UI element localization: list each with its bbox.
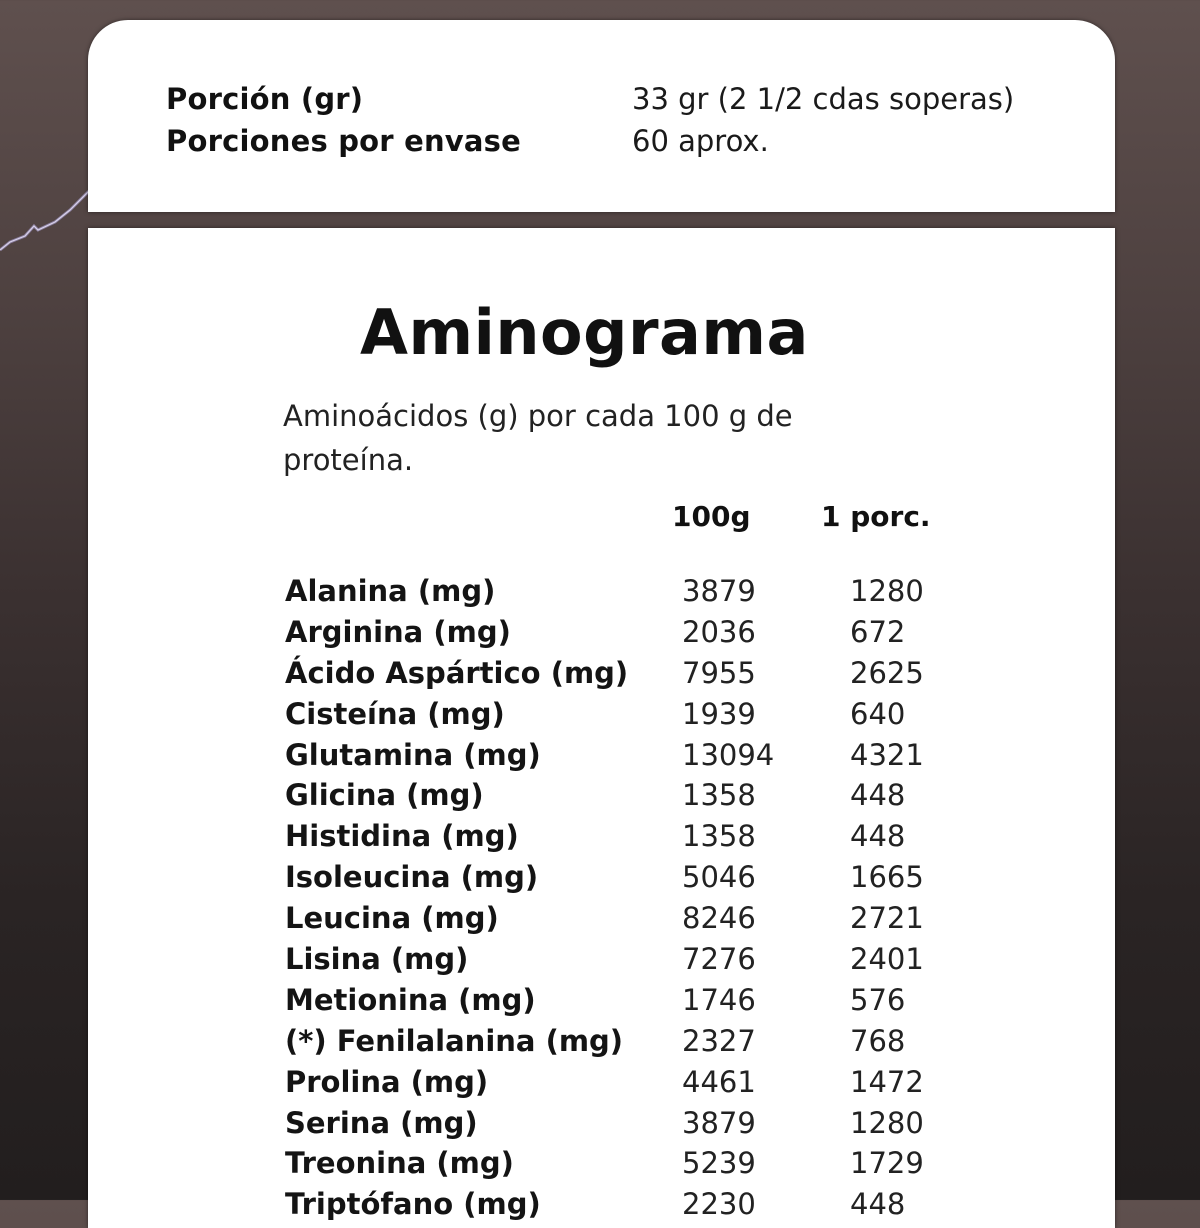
value-portion: 1280	[850, 1105, 924, 1140]
value-portion: 1729	[850, 1146, 924, 1181]
value-100g: 1358	[682, 778, 756, 813]
aminogram-card	[88, 228, 1115, 1228]
value-portion: 2625	[850, 655, 924, 690]
value-100g: 7955	[682, 655, 756, 690]
value-portion: 2721	[850, 901, 924, 936]
amino-acid-name: Triptófano (mg)	[285, 1187, 541, 1222]
value-portion: 448	[850, 778, 906, 813]
amino-acid-name: Glicina (mg)	[285, 778, 484, 813]
amino-acid-name: Leucina (mg)	[285, 901, 499, 936]
amino-acid-name: Prolina (mg)	[285, 1064, 489, 1099]
value-portion: 672	[850, 614, 906, 649]
serving-size-value: 33 gr (2 1/2 cdas soperas)	[632, 82, 1015, 116]
serving-size-row	[166, 78, 1015, 120]
amino-acid-name: Serina (mg)	[285, 1105, 478, 1140]
value-100g: 7276	[682, 942, 756, 977]
value-100g: 5239	[682, 1146, 756, 1181]
amino-acid-name: (*) Fenilalanina (mg)	[285, 1023, 624, 1058]
value-100g: 1358	[682, 819, 756, 854]
value-100g: 2036	[682, 614, 756, 649]
amino-acid-name: Treonina (mg)	[285, 1146, 514, 1181]
value-portion: 2401	[850, 942, 924, 977]
amino-acid-name: Histidina (mg)	[285, 819, 519, 854]
serving-size-label: Porción (gr)	[166, 82, 364, 116]
amino-acid-name: Metionina (mg)	[285, 982, 536, 1017]
value-100g: 2327	[682, 1023, 756, 1058]
value-portion: 1665	[850, 860, 924, 895]
value-portion: 768	[850, 1023, 906, 1058]
value-portion: 640	[850, 696, 906, 731]
servings-per-container-row	[166, 120, 769, 162]
value-portion: 4321	[850, 737, 924, 772]
value-100g: 3879	[682, 574, 756, 608]
servings-per-container-label: Porciones por envase	[166, 124, 522, 158]
amino-acid-name: Cisteína (mg)	[285, 696, 505, 731]
value-100g: 1939	[682, 696, 756, 731]
column-header-100g: 100g	[672, 500, 751, 533]
amino-acid-name: Ácido Aspártico (mg)	[285, 655, 629, 690]
value-100g: 8246	[682, 901, 756, 936]
value-100g: 5046	[682, 860, 756, 895]
serving-info-card	[88, 20, 1115, 212]
value-100g: 2230	[682, 1187, 756, 1222]
value-portion: 1280	[850, 574, 924, 608]
value-portion: 448	[850, 819, 906, 854]
amino-acid-name: Glutamina (mg)	[285, 737, 541, 772]
aminogram-title: Aminograma	[360, 296, 809, 369]
servings-per-container-value: 60 aprox.	[632, 124, 769, 158]
amino-acid-name: Lisina (mg)	[285, 942, 469, 977]
value-portion: 1472	[850, 1064, 924, 1099]
aminogram-subtitle: Aminoácidos (g) por cada 100 g de proteína.	[283, 399, 793, 477]
lightning-decoration	[0, 190, 90, 260]
value-100g: 4461	[682, 1064, 756, 1099]
value-100g: 3879	[682, 1105, 756, 1140]
column-header-portion: 1 porc.	[821, 500, 931, 533]
amino-acid-name: Isoleucina (mg)	[285, 860, 539, 895]
amino-acid-name: Alanina (mg)	[285, 574, 496, 608]
value-portion: 448	[850, 1187, 906, 1222]
value-100g: 13094	[682, 737, 775, 772]
amino-acid-name: Arginina (mg)	[285, 614, 511, 649]
value-portion: 576	[850, 982, 906, 1017]
value-100g: 1746	[682, 982, 756, 1017]
